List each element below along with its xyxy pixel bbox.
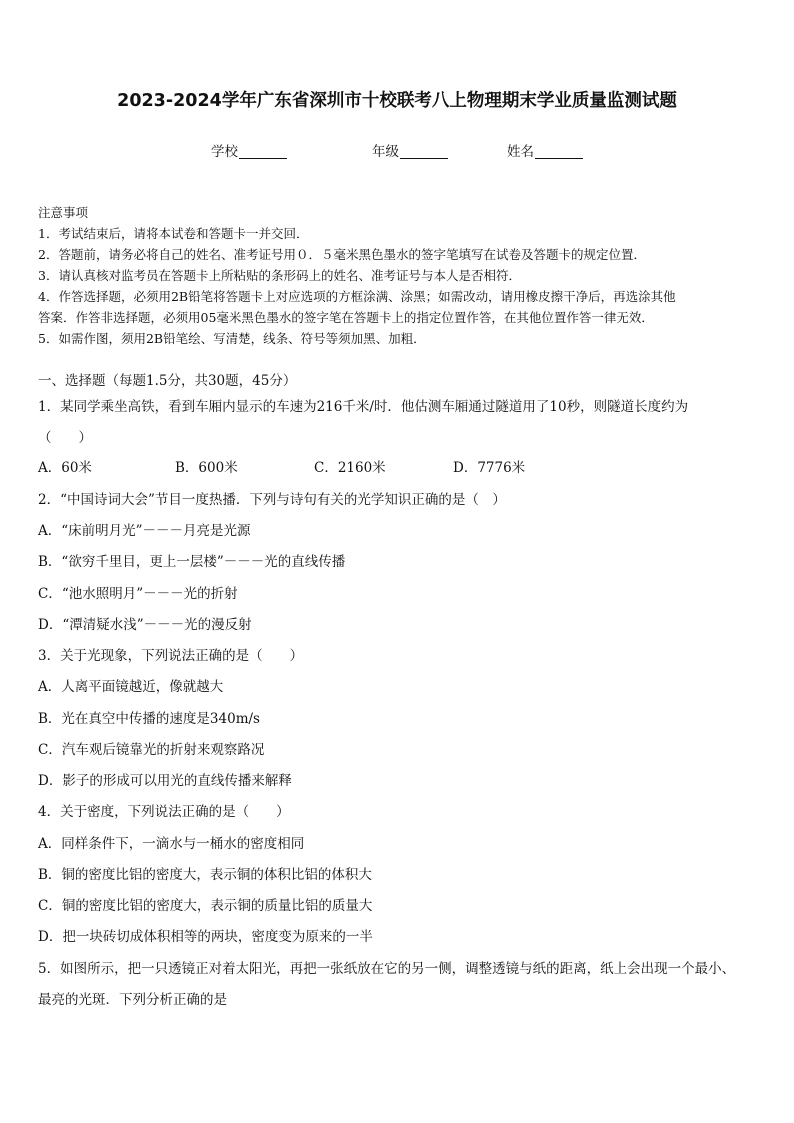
q5-stem-line1: 5．如图所示，把一只透镜正对着太阳光，再把一张纸放在它的另一侧，调整透镜与纸的距离，纸上会出现一个最小、 xyxy=(38,961,736,977)
q2-option-a[interactable]: A．“床前明月光”－－－月亮是光源 xyxy=(38,523,251,539)
q1-option-b[interactable]: B．600米 xyxy=(175,460,238,476)
exam-title: 2023-2024学年广东省深圳市十校联考八上物理期末学业质量监测试题 xyxy=(117,91,677,111)
q4-option-d[interactable]: D．把一块砖切成体积相等的两块，密度变为原来的一半 xyxy=(38,929,373,945)
q2-option-b[interactable]: B．“欲穷千里目，更上一层楼”－－－光的直线传播 xyxy=(38,554,346,570)
name-blank[interactable] xyxy=(535,144,583,159)
section-heading: 一、选择题（每题1.5分，共30题，45分） xyxy=(38,373,297,389)
q5-stem-line2: 最亮的光斑．下列分析正确的是 xyxy=(38,992,227,1008)
q1-stem: 1．某同学乘坐高铁，看到车厢内显示的车速为216千米/时．他估测车厢通过隧道用了10秒，则隧道长度约为 xyxy=(38,399,689,415)
grade-label: 年级 xyxy=(372,144,399,160)
q4-option-c[interactable]: C．铜的密度比铝的密度大，表示铜的质量比铝的质量大 xyxy=(38,898,373,914)
school-label: 学校 xyxy=(211,144,238,160)
grade-blank[interactable] xyxy=(400,144,448,159)
q3-stem: 3．关于光现象，下列说法正确的是（ ） xyxy=(38,648,304,664)
q2-option-d[interactable]: D．“潭清疑水浅”－－－光的漫反射 xyxy=(38,617,252,633)
q3-option-a[interactable]: A．人离平面镜越近，像就越大 xyxy=(38,679,224,695)
note-item: 答案．作答非选择题，必须用05毫米黑色墨水的签字笔在答题卡上的指定位置作答，在其他位置作答一律无效． xyxy=(38,310,654,325)
q4-option-b[interactable]: B．铜的密度比铝的密度大，表示铜的体积比铝的体积大 xyxy=(38,867,372,883)
q2-option-c[interactable]: C．“池水照明月”－－－光的折射 xyxy=(38,586,238,602)
note-item: 5．如需作图，须用2B铅笔绘、写清楚，线条、符号等须加黑、加粗． xyxy=(38,331,426,346)
q3-option-d[interactable]: D．影子的形成可以用光的直线传播来解释 xyxy=(38,773,292,789)
q3-option-c[interactable]: C．汽车观后镜靠光的折射来观察路况 xyxy=(38,742,265,758)
q2-stem: 2．“中国诗词大会”节目一度热播．下列与诗句有关的光学知识正确的是（ ） xyxy=(38,492,506,508)
notes-section xyxy=(38,202,760,349)
q4-option-a[interactable]: A．同样条件下，一滴水与一桶水的密度相同 xyxy=(38,836,305,852)
q1-option-c[interactable]: C．2160米 xyxy=(314,460,386,476)
q1-options xyxy=(38,456,738,476)
note-item: 3．请认真核对监考员在答题卡上所粘贴的条形码上的姓名、准考证号与本人是否相符． xyxy=(38,268,521,283)
name-label: 姓名 xyxy=(507,144,534,160)
grade-field[interactable] xyxy=(372,140,448,160)
note-item: 1．考试结束后，请将本试卷和答题卡一并交回． xyxy=(38,226,309,241)
q1-paren: （ ） xyxy=(38,430,92,446)
notes-heading: 注意事项 xyxy=(38,205,89,220)
note-item: 4．作答选择题，必须用2B铅笔将答题卡上对应选项的方框涂满、涂黑；如需改动，请用橡皮擦干净后，再选涂其他 xyxy=(38,289,676,304)
q3-option-b[interactable]: B．光在真空中传播的速度是340m/s xyxy=(38,711,260,727)
name-field[interactable] xyxy=(507,140,583,160)
student-info-row xyxy=(0,140,794,162)
note-item: 2．答题前，请务必将自己的姓名、准考证号用０．５毫米黑色墨水的签字笔填写在试卷及答题卡的规定位置． xyxy=(38,247,646,262)
q4-stem: 4．关于密度，下列说法正确的是（ ） xyxy=(38,804,290,820)
q1-option-a[interactable]: A．60米 xyxy=(38,460,92,476)
school-blank[interactable] xyxy=(239,144,287,159)
q1-option-d[interactable]: D．7776米 xyxy=(453,460,526,476)
school-field[interactable] xyxy=(211,140,287,160)
